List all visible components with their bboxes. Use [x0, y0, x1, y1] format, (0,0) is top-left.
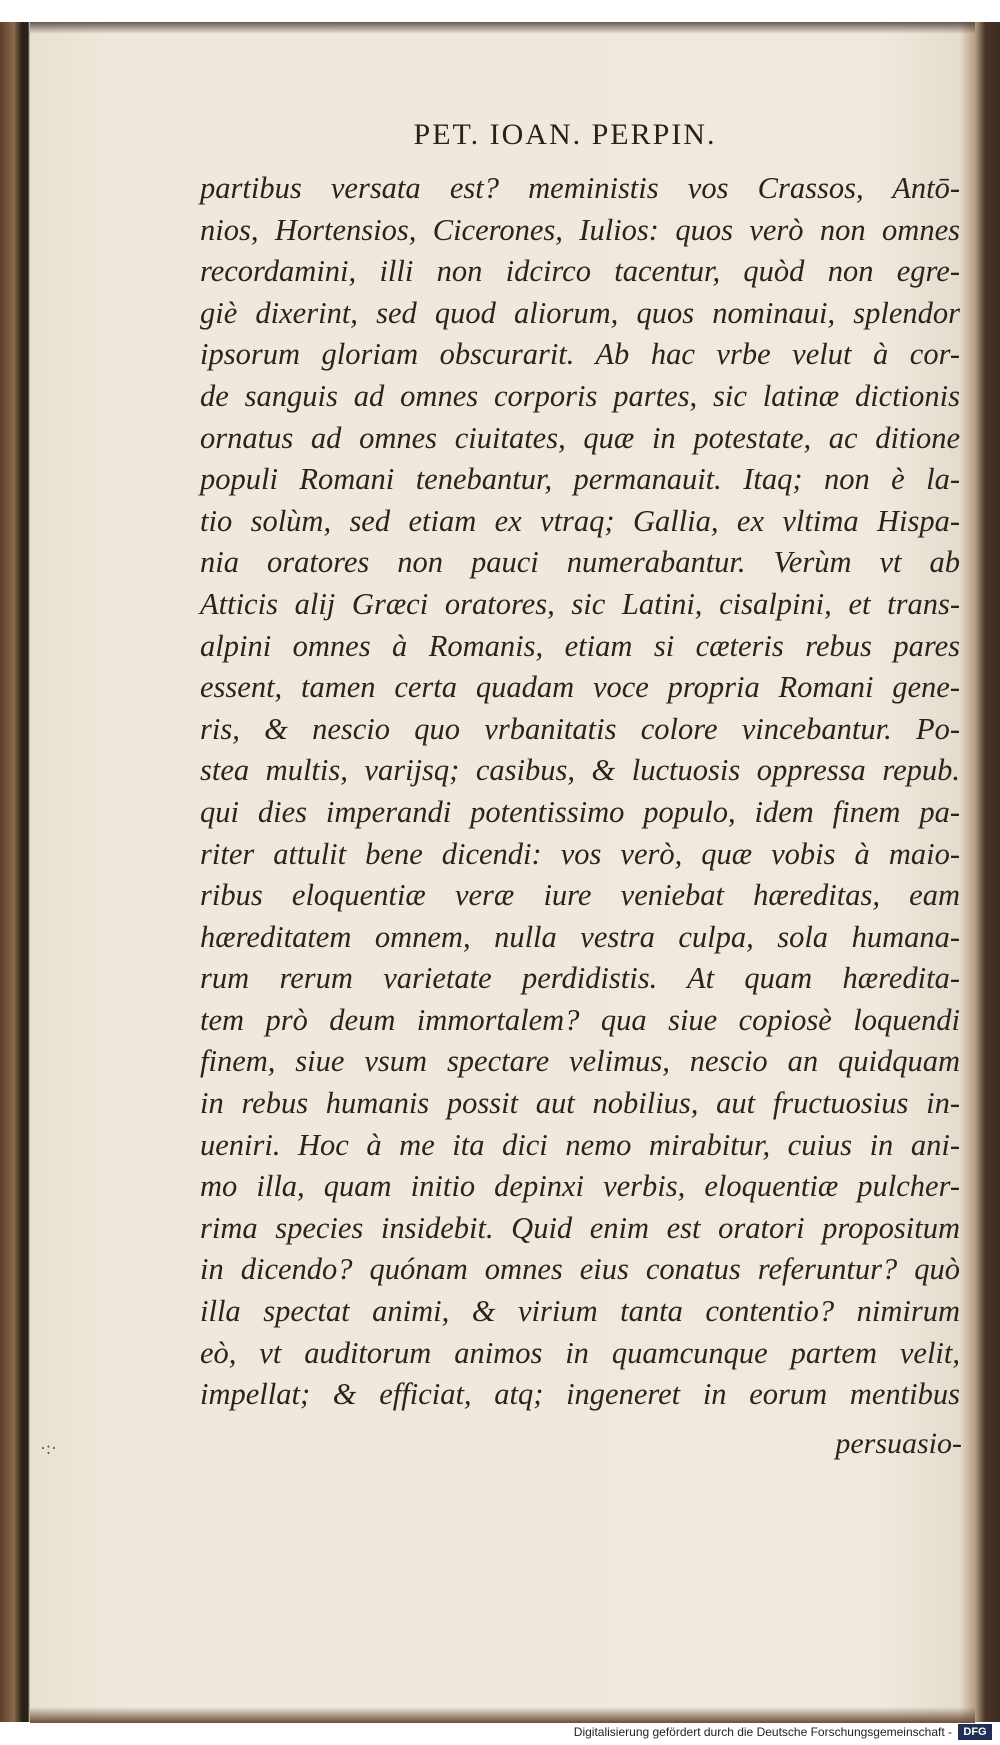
catchword: persuasio-	[835, 1427, 962, 1460]
text-line: qui dies imperandi potentissimo populo, idem finem pa-	[200, 794, 960, 829]
text-line: de sanguis ad omnes corporis partes, sic latinæ dictionis	[200, 378, 960, 413]
running-head: PET. IOAN. PERPIN.	[413, 118, 717, 151]
text-line: ornatus ad omnes ciuitates, quæ in potestate, ac ditione	[200, 420, 960, 455]
text-line: nios, Hortensios, Cicerones, Iulios: quos verò non omnes	[200, 212, 960, 247]
text-line: hæreditatem omnem, nulla vestra culpa, sola humana-	[200, 919, 960, 954]
text-line: ribus eloquentiæ veræ iure veniebat hæreditas, eam	[200, 878, 960, 913]
text-line: rima species insidebit. Quid enim est oratori propositum	[200, 1210, 960, 1245]
text-line: riter attulit bene dicendi: vos verò, quæ vobis à maio-	[200, 836, 960, 871]
text-line: impellat; & efficiat, atq; ingeneret in eorum mentibus	[200, 1377, 960, 1412]
text-line: recordamini, illi non idcirco tacentur, quòd non egre-	[200, 254, 960, 289]
text-line: finem, siue vsum spectare velimus, nescio an quidquam	[200, 1044, 960, 1079]
text-line: alpini omnes à Romanis, etiam si cæteris rebus pares	[200, 628, 960, 663]
top-margin	[0, 0, 1000, 22]
text-line: mo illa, quam initio depinxi verbis, eloquentiæ pulcher-	[200, 1169, 960, 1204]
text-line: in dicendo? quónam omnes eius conatus referuntur? quò	[200, 1252, 960, 1287]
text-line: stea multis, varijsq; casibus, & luctuosis oppressa repub.	[200, 753, 960, 788]
text-line: ipsorum gloriam obscurarit. Ab hac vrbe velut à cor-	[200, 337, 960, 372]
text-line: ris, & nescio quo vrbanitatis colore vincebantur. Po-	[200, 711, 960, 746]
text-line: Atticis alij Græci oratores, sic Latini, cisalpini, et trans-	[200, 586, 960, 621]
dfg-logo: DFG	[958, 1724, 992, 1740]
text-line: eò, vt auditorum animos in quamcunque partem velit,	[200, 1335, 960, 1370]
digitization-credit: Digitalisierung gefördert durch die Deutsche Forschungsgemeinschaft -	[573, 1725, 952, 1739]
text-line: in rebus humanis possit aut nobilius, aut fructuosius in-	[200, 1086, 960, 1121]
text-line: illa spectat animi, & virium tanta contentio? nimirum	[200, 1294, 960, 1329]
margin-mark: ·:·	[40, 1438, 57, 1458]
text-line: giè dixerint, sed quod aliorum, quos nominaui, splendor	[200, 295, 960, 330]
text-line: essent, tamen certa quadam voce propria Romani gene-	[200, 670, 960, 705]
text-line: tio solùm, sed etiam ex vtraq; Gallia, ex vltima Hispa-	[200, 503, 960, 538]
text-line: rum rerum varietate perdidistis. At quam hæredita-	[200, 961, 960, 996]
text-line: ueniri. Hoc à me ita dici nemo mirabitur, cuius in ani-	[200, 1127, 960, 1162]
body-text	[200, 168, 960, 1416]
text-line: populi Romani tenebantur, permanauit. Itaq; non è la-	[200, 462, 960, 497]
text-line: tem prò deum immortalem? qua siue copiosè loquendi	[200, 1002, 960, 1037]
text-line: nia oratores non pauci numerabantur. Verùm vt ab	[200, 545, 960, 580]
text-line: partibus versata est? meministis vos Crassos, Antō-	[200, 171, 960, 205]
